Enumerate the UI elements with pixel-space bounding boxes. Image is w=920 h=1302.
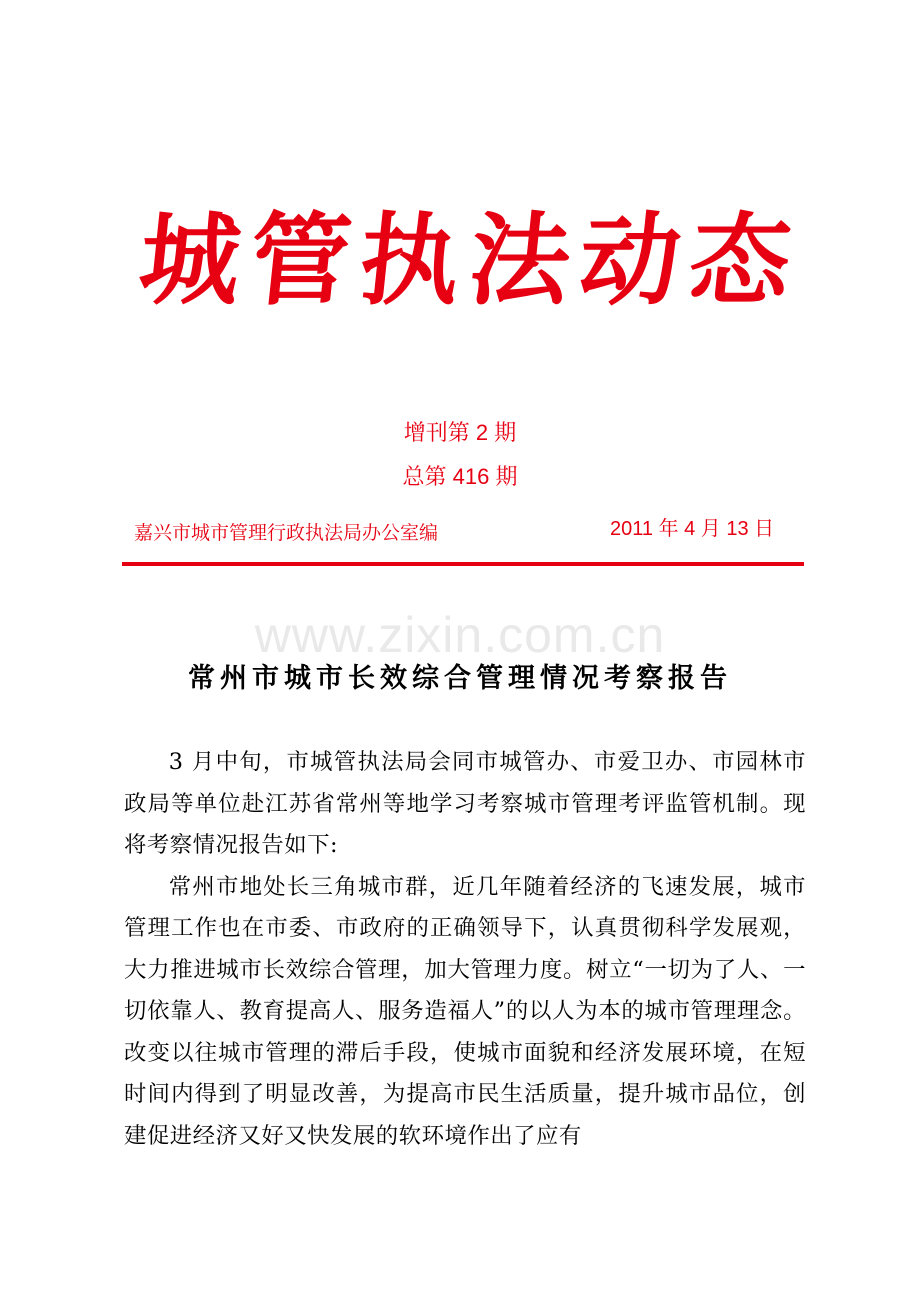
watermark: www.zixin.com.cn bbox=[254, 607, 666, 663]
article-body bbox=[124, 742, 806, 1157]
masthead-char: 态 bbox=[683, 201, 797, 319]
masthead-char: 法 bbox=[463, 201, 577, 319]
masthead-char: 城 bbox=[133, 201, 247, 319]
article-paragraph: 3 月中旬，市城管执法局会同市城管办、市爱卫办、市园林市政局等单位赴江苏省常州等地学习考察城市管理考评监管机制。现将考察情况报告如下: bbox=[124, 749, 806, 858]
masthead-char: 执 bbox=[353, 201, 467, 319]
masthead-title bbox=[133, 190, 797, 330]
publish-date: 2011 年 4 月 13 日 bbox=[610, 518, 775, 540]
article-title: 常州市城市长效综合管理情况考察报告 bbox=[188, 663, 732, 694]
masthead-char: 动 bbox=[573, 201, 687, 319]
supplement-issue-number: 增刊第 2 期 bbox=[403, 420, 517, 445]
article-paragraph: 常州市地处长三角城市群，近几年随着经济的飞速发展，城市管理工作也在市委、市政府的正确领导下，认真贯彻科学发展观，大力推进城市长效综合管理，加大管理力度。树立“一切为了人、一切依靠人、教育提高人、服务造福人”的以人为本的城市管理理念。改变以往城市管理的滞后手段，使城市面貌和经济发展环境，在短时间内得到了明显改善，为提高市民生活质量，提升城市品位，创建促进经济又好又快发展的软环境作出了应有 bbox=[124, 873, 806, 1149]
total-issue-number: 总第 416 期 bbox=[402, 464, 518, 489]
masthead-char: 管 bbox=[243, 201, 357, 319]
editor-line: 嘉兴市城市管理行政执法局办公室编 bbox=[134, 523, 439, 544]
header-divider bbox=[122, 562, 804, 566]
